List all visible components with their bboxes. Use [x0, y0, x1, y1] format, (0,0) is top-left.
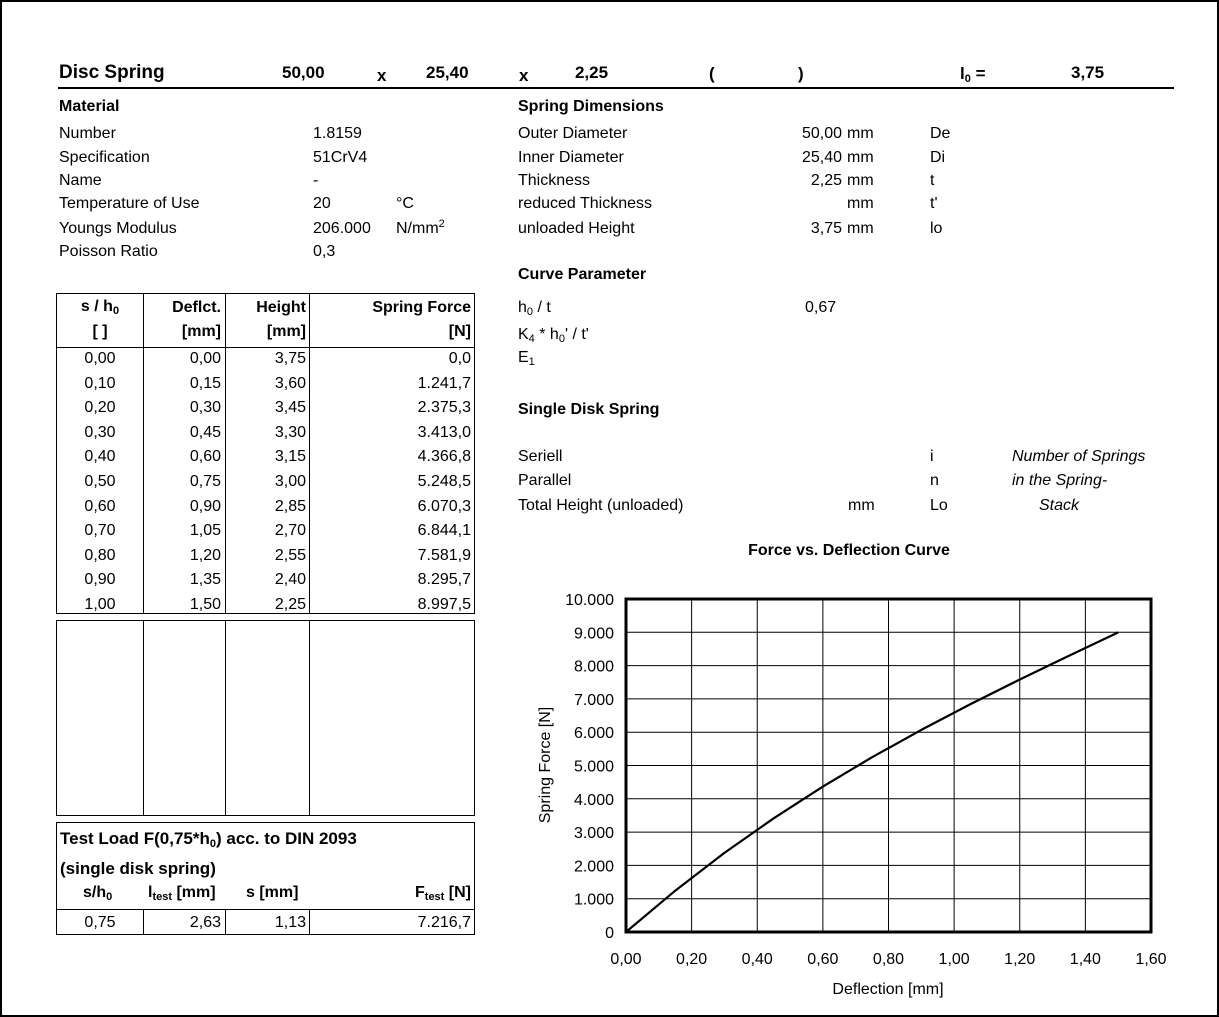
col-ratio-unit: [ ]: [92, 323, 108, 340]
x-tick-label: 0,60: [807, 951, 839, 968]
curve-h0t-value: 0,67: [805, 299, 837, 316]
note-line-3: Stack: [1039, 497, 1080, 514]
dim-outer-value: 50,00: [801, 125, 842, 142]
header-times-1: x: [377, 66, 387, 85]
row-height-cell: 2,85: [274, 498, 306, 515]
test-col-s: s [mm]: [246, 884, 299, 901]
y-tick-label: 0: [605, 925, 614, 942]
sheet-title: Disc Spring: [59, 62, 165, 83]
dim-reduced-label: reduced Thickness: [518, 195, 652, 212]
material-youngs-label: Youngs Modulus: [59, 220, 177, 237]
col-force-header: Spring Force: [372, 299, 471, 316]
chart-y-axis-label: Spring Force [N]: [537, 706, 554, 824]
test-value-ftest: 7.216,7: [417, 914, 471, 931]
header-inner-diameter: 25,40: [426, 63, 469, 82]
row-force-cell: 1.241,7: [417, 375, 471, 392]
row-height-cell: 3,45: [274, 399, 306, 416]
row-height-cell: 3,60: [274, 375, 306, 392]
col-ratio-header: s / $h_0$: [80, 298, 120, 317]
col-force-unit: [N]: [448, 323, 471, 340]
y-tick-label: 5.000: [573, 758, 614, 776]
chart-x-axis-label: Deflection [mm]: [832, 981, 944, 998]
row-force-cell: 8.997,5: [417, 596, 471, 613]
curve-parameter-heading: Curve Parameter: [518, 266, 647, 283]
col-height-unit: [mm]: [266, 323, 306, 340]
y-tick-label: 9.000: [573, 625, 614, 643]
header-paren-open: (: [709, 64, 715, 83]
row-force-cell: 4.366,8: [417, 448, 471, 465]
row-ratio-cell: 0,60: [84, 498, 116, 515]
row-ratio-cell: 0,00: [84, 350, 116, 367]
row-deflection-cell: 1,05: [189, 522, 221, 539]
row-force-cell: 5.248,5: [417, 473, 471, 490]
material-youngs-value: 206.000: [313, 220, 371, 237]
x-tick-label: 1,40: [1069, 951, 1101, 968]
y-tick-label: 4.000: [573, 791, 614, 809]
dim-inner-symbol: Di: [930, 149, 946, 166]
row-deflection-cell: 0,30: [189, 399, 221, 416]
x-tick-label: 0,00: [610, 951, 642, 968]
row-deflection-cell: 1,35: [189, 571, 221, 588]
header-times-2: x: [519, 66, 529, 85]
seriell-symbol: i: [930, 448, 934, 465]
row-deflection-cell: 0,60: [189, 448, 221, 465]
material-temp-value: 20: [313, 195, 331, 212]
row-force-cell: 6.844,1: [417, 522, 471, 539]
spring-dimensions-heading: Spring Dimensions: [518, 98, 664, 115]
material-temp-label: Temperature of Use: [59, 195, 200, 212]
dim-height-symbol: lo: [930, 220, 943, 237]
dim-reduced-unit: mm: [847, 195, 874, 212]
row-deflection-cell: 0,00: [189, 350, 221, 367]
y-tick-label: 3.000: [573, 825, 614, 843]
row-force-cell: 2.375,3: [417, 399, 471, 416]
material-heading: Material: [59, 98, 120, 115]
y-tick-label: 2.000: [573, 858, 614, 876]
dim-inner-value: 25,40: [801, 149, 842, 166]
force-deflection-chart: [2, 2, 1217, 1015]
test-value-ratio: 0,75: [84, 914, 116, 931]
y-tick-label: 10.000: [565, 592, 614, 609]
dim-thickness-unit: mm: [847, 172, 874, 189]
note-line-2: in the Spring-: [1012, 472, 1108, 489]
dim-inner-label: Inner Diameter: [518, 149, 624, 166]
row-ratio-cell: 0,10: [84, 375, 116, 392]
row-ratio-cell: 0,30: [84, 424, 116, 441]
row-ratio-cell: 0,50: [84, 473, 116, 490]
test-value-s: 1,13: [274, 914, 306, 931]
material-number-value: 1.8159: [313, 125, 362, 142]
row-ratio-cell: 0,40: [84, 448, 116, 465]
row-height-cell: 3,75: [274, 350, 306, 367]
row-force-cell: 0,0: [448, 350, 471, 367]
row-height-cell: 3,15: [274, 448, 306, 465]
row-ratio-cell: 0,80: [84, 547, 116, 564]
row-ratio-cell: 0,90: [84, 571, 116, 588]
header-outer-diameter: 50,00: [282, 63, 325, 82]
x-tick-label: 0,40: [741, 951, 773, 968]
y-tick-label: 1.000: [573, 891, 614, 909]
row-deflection-cell: 0,75: [189, 473, 221, 490]
material-poisson-value: 0,3: [313, 243, 336, 260]
curve-e1-label: $E_1$: [518, 349, 535, 368]
x-tick-label: 1,60: [1135, 951, 1167, 968]
test-load-title: Test Load $F(0,75*h_0)$ acc. to DIN 2093: [60, 829, 357, 850]
row-deflection-cell: 0,90: [189, 498, 221, 515]
row-height-cell: 3,00: [274, 473, 306, 490]
note-line-1: Number of Springs: [1012, 448, 1146, 465]
total-height-symbol: Lo: [930, 497, 948, 514]
chart-title: Force vs. Deflection Curve: [748, 542, 950, 559]
row-ratio-cell: 1,00: [84, 596, 116, 613]
dim-inner-unit: mm: [847, 149, 874, 166]
test-col-ltest: $l_{test}$ [mm]: [148, 884, 216, 903]
dim-thickness-symbol: t: [930, 172, 935, 189]
dim-thickness-value: 2,25: [810, 172, 842, 189]
test-col-ftest: $F_{test}$ [N]: [415, 884, 471, 903]
row-height-cell: 2,25: [274, 596, 306, 613]
curve-h0t-label: $h_0$ / t: [518, 299, 551, 318]
row-deflection-cell: 1,20: [189, 547, 221, 564]
total-height-label: Total Height (unloaded): [518, 497, 684, 514]
row-force-cell: 3.413,0: [417, 424, 471, 441]
row-height-cell: 3,30: [274, 424, 306, 441]
dim-height-label: unloaded Height: [518, 220, 635, 237]
header-l0-value: 3,75: [1071, 63, 1105, 82]
col-deflection-unit: [mm]: [181, 323, 221, 340]
row-deflection-cell: 0,15: [189, 375, 221, 392]
dim-thickness-label: Thickness: [518, 172, 591, 189]
x-tick-label: 0,20: [676, 951, 708, 968]
parallel-symbol: n: [930, 472, 939, 489]
row-height-cell: 2,55: [274, 547, 306, 564]
x-tick-label: 0,80: [872, 951, 905, 968]
row-ratio-cell: 0,70: [84, 522, 116, 539]
row-force-cell: 6.070,3: [417, 498, 471, 515]
parallel-label: Parallel: [518, 472, 572, 489]
header-l0-label: $l_0$ =: [960, 64, 986, 85]
row-deflection-cell: 1,50: [189, 596, 221, 613]
header-paren-close: ): [798, 64, 804, 83]
row-deflection-cell: 0,45: [189, 424, 221, 441]
y-tick-label: 7.000: [573, 691, 614, 709]
test-col-ratio: $s/h_0$: [83, 884, 113, 903]
curve-k4-label: $K_4 * h_0'$ / t': [518, 326, 589, 345]
header-thickness: 2,25: [575, 63, 609, 82]
x-tick-label: 1,20: [1004, 951, 1036, 968]
material-spec-label: Specification: [59, 149, 150, 166]
row-height-cell: 2,40: [274, 571, 306, 588]
row-force-cell: 7.581,9: [417, 547, 471, 564]
material-name-label: Name: [59, 172, 102, 189]
test-load-subtitle: (single disk spring): [60, 859, 216, 878]
material-spec-value: 51CrV4: [313, 149, 368, 166]
row-force-cell: 8.295,7: [417, 571, 471, 588]
col-deflection-header: Deflct.: [172, 299, 221, 316]
material-name-value: -: [313, 172, 319, 189]
dim-outer-symbol: De: [930, 125, 951, 142]
row-ratio-cell: 0,20: [84, 399, 116, 416]
dim-height-value: 3,75: [810, 220, 842, 237]
material-poisson-label: Poisson Ratio: [59, 243, 158, 260]
y-tick-label: 8.000: [573, 658, 614, 676]
material-number-label: Number: [59, 125, 116, 142]
dim-outer-unit: mm: [847, 125, 874, 142]
force-curve-line: [626, 632, 1118, 932]
x-tick-label: 1,00: [938, 951, 970, 968]
dim-reduced-symbol: t': [930, 195, 938, 212]
seriell-label: Seriell: [518, 448, 563, 465]
material-temp-unit: °C: [396, 195, 414, 212]
row-height-cell: 2,70: [274, 522, 306, 539]
single-disk-heading: Single Disk Spring: [518, 401, 660, 418]
material-youngs-unit: $N/mm^2$: [396, 218, 445, 237]
col-height-header: Height: [256, 299, 306, 316]
test-value-ltest: 2,63: [189, 914, 221, 931]
y-tick-label: 6.000: [573, 725, 614, 743]
dim-height-unit: mm: [847, 220, 874, 237]
dim-outer-label: Outer Diameter: [518, 125, 628, 142]
total-height-unit: mm: [848, 497, 875, 514]
